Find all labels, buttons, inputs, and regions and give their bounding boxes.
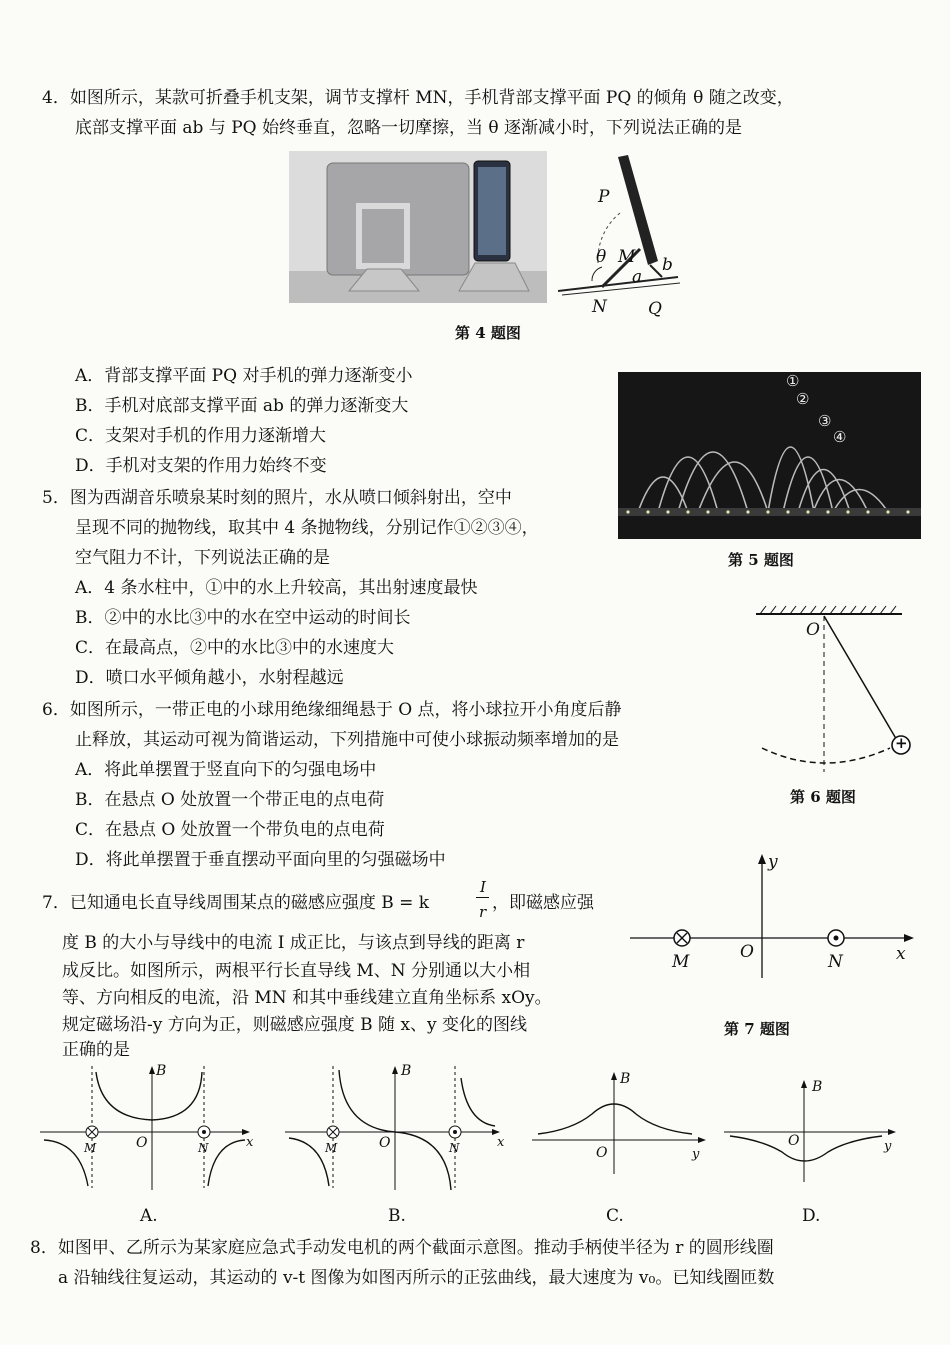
q7-graph-a-origin: O	[136, 1135, 148, 1151]
q4-figure-caption: 第 4 题图	[455, 324, 521, 342]
q7-wire-label-N: N	[828, 952, 843, 972]
q6-charge-plus: +	[895, 734, 908, 752]
q5-option-d: D．喷口水平倾角越小，水射程越远	[75, 668, 344, 688]
q7-graph-a-axis-x: x	[246, 1135, 254, 1150]
q5-stem-line2: 呈现不同的抛物线，取其中 4 条抛物线，分别记作①②③④，	[75, 518, 539, 538]
q6-option-b: B．在悬点 O 处放置一个带正电的点电荷	[75, 790, 385, 810]
q7-stem-line3: 成反比。如图所示，两根平行长直导线 M、N 分别通以大小相	[62, 961, 531, 981]
q7-option-graph-a	[40, 1062, 260, 1192]
q4-label-Q: Q	[648, 299, 662, 319]
q7-frac-numerator: I	[480, 878, 486, 896]
q7-graph-c-axis-y: y	[692, 1147, 700, 1162]
q7-option-graph-d	[724, 1076, 904, 1186]
q7-wire-label-M: M	[672, 952, 690, 972]
q4-photo-phone-stand	[289, 151, 547, 303]
q4-label-P: P	[598, 187, 610, 207]
q4-label-N: N	[592, 297, 607, 317]
q7-graph-a-axis-b: B	[156, 1063, 167, 1079]
q5-stem-line3: 空气阻力不计，下列说法正确的是	[75, 548, 330, 568]
q7-graph-a-label-n: N	[198, 1141, 209, 1155]
q7-frac-bar	[476, 897, 489, 898]
q6-label-O: O	[806, 620, 820, 640]
q5-option-b: B．②中的水比③中的水在空中运动的时间长	[75, 608, 411, 628]
q7-graph-a-label-m: M	[84, 1141, 97, 1155]
q5-photo-fountain	[618, 372, 921, 539]
q7-option-graph-b	[285, 1062, 510, 1192]
q4-stem-line2: 底部支撑平面 ab 与 PQ 始终垂直，忽略一切摩擦，当 θ 逐渐减小时，下列说法正确的是	[75, 118, 743, 138]
q7-option-label-d: D.	[802, 1206, 821, 1226]
q7-figure-caption: 第 7 题图	[724, 1020, 790, 1038]
q7-graph-c-origin: O	[596, 1145, 608, 1161]
q6-figure-caption: 第 6 题图	[790, 788, 856, 806]
q7-stem-line1b: ，即磁感应强	[492, 893, 594, 913]
q7-graph-b-axis-b: B	[401, 1063, 412, 1079]
q4-option-a: A．背部支撑平面 PQ 对手机的弹力逐渐变小	[75, 366, 413, 386]
q7-graph-b-axis-x: x	[497, 1135, 505, 1150]
q6-option-a: A．将此单摆置于竖直向下的匀强电场中	[75, 760, 377, 780]
q7-graph-d-origin: O	[788, 1133, 800, 1149]
q7-option-graph-c	[532, 1068, 712, 1178]
q5-stem-line1: 5．图为西湖音乐喷泉某时刻的照片，水从喷口倾斜射出，空中	[42, 488, 512, 508]
q6-pendulum-diagram	[752, 602, 932, 782]
q7-graph-b-label-m: M	[325, 1141, 338, 1155]
q7-stem-line2: 度 B 的大小与导线中的电流 I 成正比，与该点到导线的距离 r	[62, 933, 525, 953]
q7-origin-label: O	[740, 942, 754, 962]
q4-label-a: a	[632, 267, 643, 287]
q7-graph-b-origin: O	[379, 1135, 391, 1151]
q4-label-M: M	[618, 247, 636, 267]
q5-marker-3: ③	[818, 412, 832, 430]
q7-axis-label-y: y	[768, 852, 778, 872]
q6-option-d: D．将此单摆置于垂直摆动平面向里的匀强磁场中	[75, 850, 446, 870]
q7-graph-d-axis-b: B	[812, 1079, 823, 1095]
q7-stem-line4: 等、方向相反的电流，沿 MN 和其中垂线建立直角坐标系 xOy。	[62, 988, 552, 1008]
q6-stem-line2: 止释放，其运动可视为简谐运动，下列措施中可使小球振动频率增加的是	[75, 730, 619, 750]
q4-option-b: B．手机对底部支撑平面 ab 的弹力逐渐变大	[75, 396, 409, 416]
q7-option-label-a: A.	[140, 1206, 158, 1226]
q4-option-c: C．支架对手机的作用力逐渐增大	[75, 426, 327, 446]
q4-label-theta: θ	[596, 247, 607, 267]
q8-stem-line2: a 沿轴线往复运动，其运动的 v-t 图像为如图丙所示的正弦曲线，最大速度为 v₀。已知线圈匝数	[58, 1268, 775, 1288]
q7-frac-denominator: r	[479, 903, 487, 921]
q7-coordinate-diagram	[630, 850, 920, 980]
q8-stem-line1: 8．如图甲、乙所示为某家庭应急式手动发电机的两个截面示意图。推动手柄使半径为 r 的圆形线圈	[30, 1238, 774, 1258]
q7-graph-b-label-n: N	[449, 1141, 460, 1155]
q7-option-label-b: B.	[388, 1206, 406, 1226]
q5-figure-caption: 第 5 题图	[728, 551, 794, 569]
q4-stand-diagram	[558, 151, 688, 321]
q5-marker-2: ②	[796, 390, 810, 408]
q7-axis-label-x: x	[896, 944, 906, 964]
q4-option-d: D．手机对支架的作用力始终不变	[75, 456, 327, 476]
q5-marker-1: ①	[786, 372, 800, 390]
q7-stem-line6: 正确的是	[62, 1040, 130, 1060]
q6-option-c: C．在悬点 O 处放置一个带负电的点电荷	[75, 820, 385, 840]
q7-option-label-c: C.	[606, 1206, 624, 1226]
q4-stem-line1: 4．如图所示，某款可折叠手机支架，调节支撑杆 MN，手机背部支撑平面 PQ 的倾角 θ 随之改变，	[42, 88, 794, 108]
q7-stem-line5: 规定磁场沿-y 方向为正，则磁感应强度 B 随 x、y 变化的图线	[62, 1015, 528, 1035]
q4-label-b: b	[662, 255, 673, 275]
q6-stem-line1: 6．如图所示，一带正电的小球用绝缘细绳悬于 O 点，将小球拉开小角度后静	[42, 700, 622, 720]
q5-option-c: C．在最高点，②中的水比③中的水速度大	[75, 638, 395, 658]
q5-option-a: A．4 条水柱中，①中的水上升较高，其出射速度最快	[75, 578, 478, 598]
q5-marker-4: ④	[833, 428, 847, 446]
q7-stem-line1a: 7．已知通电长直导线周围某点的磁感应强度 B = k	[42, 893, 430, 913]
q7-graph-c-axis-b: B	[620, 1071, 631, 1087]
q7-graph-d-axis-y: y	[884, 1139, 892, 1154]
